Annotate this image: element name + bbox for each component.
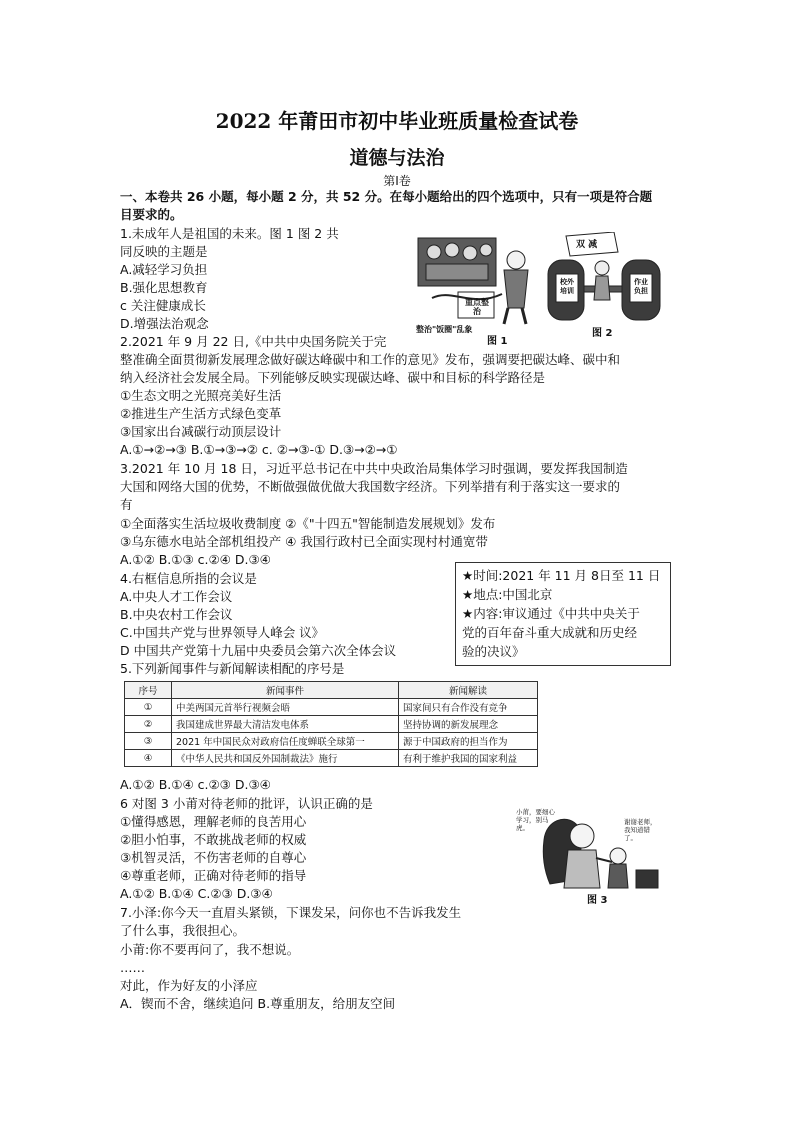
q1-option-b: B.强化思想教育 — [120, 280, 208, 295]
q6-option-4: ④尊重老师，正确对待老师的指导 — [120, 868, 307, 883]
section-instructions-1: 一、本卷共 26 小题，每小题 2 分，共 52 分。在每小题给出的四个选项中，只有一项是符合题 — [120, 189, 653, 204]
figure-1-cartoon — [412, 228, 540, 338]
q7-ellipsis: …… — [120, 960, 145, 975]
figure-2-right-label: 作业负担 — [634, 278, 648, 295]
table-cell: ④ — [125, 750, 172, 767]
figure-2-cartoon — [544, 232, 664, 324]
q6-option-3: ③机智灵活，不伤害老师的自尊心 — [120, 850, 307, 865]
section-instructions-2: 目要求的。 — [120, 207, 183, 222]
table-header: 新闻事件 — [172, 682, 399, 699]
q4-info-box — [455, 562, 671, 666]
q5-stem: 5.下列新闻事件与新闻解读相配的序号是 — [120, 661, 345, 676]
figure-2-caption: 图 2 — [592, 328, 613, 339]
q7-stem-2: 了什么事，我很担心。 — [120, 923, 246, 938]
q3-stem-1: 3.2021 年 10 月 18 日，习近平总书记在中共中央政治局集体学习时强调，要发挥我国制造 — [120, 461, 628, 476]
table-cell: 《中华人民共和国反外国制裁法》施行 — [172, 750, 399, 767]
q2-choices: A.①→②→③ B.①→③→② c. ②→③-① D.③→②→① — [120, 442, 398, 457]
q3-options-3-4: ③乌东德水电站全部机组投产 ④ 我国行政村已全面实现村村通宽带 — [120, 534, 488, 549]
q4-info-content-3: 验的决议》 — [462, 644, 525, 659]
table-row — [125, 733, 538, 750]
figure-2-sign: 双 减 — [576, 240, 598, 250]
q2-stem-3: 纳入经济社会发展全局。下列能够反映实现碳达峰、碳中和目标的科学路径是 — [120, 370, 546, 385]
q4-info-place: ★地点:中国北京 — [462, 587, 553, 602]
q4-stem: 4.右框信息所指的会议是 — [120, 571, 257, 586]
q1-option-c: c 关注健康成长 — [120, 298, 206, 313]
figure-3-student-bubble: 谢谢老师，我知道错了。 — [624, 818, 657, 842]
q4-option-c: C.中国共产党与世界领导人峰会 议》 — [120, 625, 325, 640]
q7-ask: 对此，作为好友的小泽应 — [120, 978, 258, 993]
q3-stem-2: 大国和网络大国的优势，不断做强做优做大我国数字经济。下列举措有利于落实这一要求的 — [120, 479, 621, 494]
q2-stem-2: 整准确全面贯彻新发展理念做好碳达峰碳中和工作的意见》发布，强调要把碳达峰、碳中和 — [120, 352, 621, 367]
figure-1-note: 整治"饭圈"乱象 — [416, 325, 473, 334]
q5-choices: A.①② B.①④ c.②③ D.③④ — [120, 777, 271, 792]
table-cell: ① — [125, 699, 172, 716]
table-cell: 中美两国元首举行视频会晤 — [172, 699, 399, 716]
q3-choices: A.①② B.①③ c.②④ D.③④ — [120, 552, 271, 567]
figure-1-sign: 重点整治 — [465, 298, 489, 316]
figure-2-left-label: 校外培训 — [560, 278, 574, 295]
table-row — [125, 750, 538, 767]
figure-3-teacher-bubble: 小莆，要细心学习，别马虎。 — [516, 808, 555, 832]
subject-title: 道德与法治 — [349, 147, 445, 169]
q4-info-time: ★时间:2021 年 11 月 8日至 11 日 — [462, 568, 661, 583]
table-cell: 坚持协调的新发展理念 — [399, 716, 538, 733]
q3-stem-3: 有 — [120, 497, 133, 512]
table-header: 序号 — [125, 682, 172, 699]
table-row — [125, 699, 538, 716]
q7-options-a-b: A．锲而不舍，继续追问 B.尊重朋友，给朋友空间 — [120, 996, 396, 1011]
q4-info-content-2: 党的百年奋斗重大成就和历史经 — [462, 625, 638, 640]
q1-option-a: A.减轻学习负担 — [120, 262, 208, 277]
q1-option-d: D.增强法治观念 — [120, 316, 209, 331]
q3-options-1-2: ①全面落实生活垃圾收费制度 ②《"十四五"智能制造发展规划》发布 — [120, 516, 496, 531]
q4-info-content-1: ★内容:审议通过《中共中央关于 — [462, 606, 640, 621]
q4-option-a: A.中央人才工作会议 — [120, 589, 233, 604]
q7-stem-1: 7.小泽:你今天一直眉头紧锁，下课发呆，问你也不告诉我发生 — [120, 905, 462, 920]
q6-option-1: ①懂得感恩，理解老师的良苦用心 — [120, 814, 307, 829]
figure-1-caption: 图 1 — [487, 336, 508, 347]
table-cell: 源于中国政府的担当作为 — [399, 733, 538, 750]
q2-option-1: ①生态文明之光照亮美好生活 — [120, 388, 282, 403]
q4-option-d: D 中国共产党第十九届中央委员会第六次全体会议 — [120, 643, 397, 658]
q2-option-2: ②推进生产生活方式绿色变革 — [120, 406, 282, 421]
q6-option-2: ②胆小怕事，不敢挑战老师的权威 — [120, 832, 307, 847]
table-cell: 2021 年中国民众对政府信任度蝉联全球第一 — [172, 733, 399, 750]
q5-news-table — [124, 681, 538, 767]
table-header: 新闻解读 — [399, 682, 538, 699]
table-cell: ② — [125, 716, 172, 733]
table-cell: 有利于维护我国的国家利益 — [399, 750, 538, 767]
table-cell: 国家间只有合作没有竞争 — [399, 699, 538, 716]
q2-option-3: ③国家出台减碳行动顶层设计 — [120, 424, 282, 439]
volume-label: 第Ⅰ卷 — [383, 174, 411, 188]
q4-option-b: B.中央农村工作会议 — [120, 607, 233, 622]
q2-stem-1: 2.2021 年 9 月 22 日,《中共中央国务院关于完 — [120, 334, 387, 349]
q1-stem-1: 1.未成年人是祖国的未来。图 1 图 2 共 — [120, 226, 339, 241]
q7-reply: 小莆:你不要再问了，我不想说。 — [120, 942, 300, 957]
table-cell: 我国建成世界最大清洁发电体系 — [172, 716, 399, 733]
table-cell: ③ — [125, 733, 172, 750]
q6-stem: 6 对图 3 小莆对待老师的批评，认识正确的是 — [120, 796, 373, 811]
table-row — [125, 716, 538, 733]
exam-title: 2022 年莆田市初中毕业班质量检查试卷 — [215, 109, 579, 133]
figure-3-cartoon — [516, 800, 660, 890]
figure-3-caption: 图 3 — [587, 895, 608, 906]
q1-stem-2: 同反映的主题是 — [120, 244, 208, 259]
q6-choices: A.①② B.①④ C.②③ D.③④ — [120, 886, 273, 901]
